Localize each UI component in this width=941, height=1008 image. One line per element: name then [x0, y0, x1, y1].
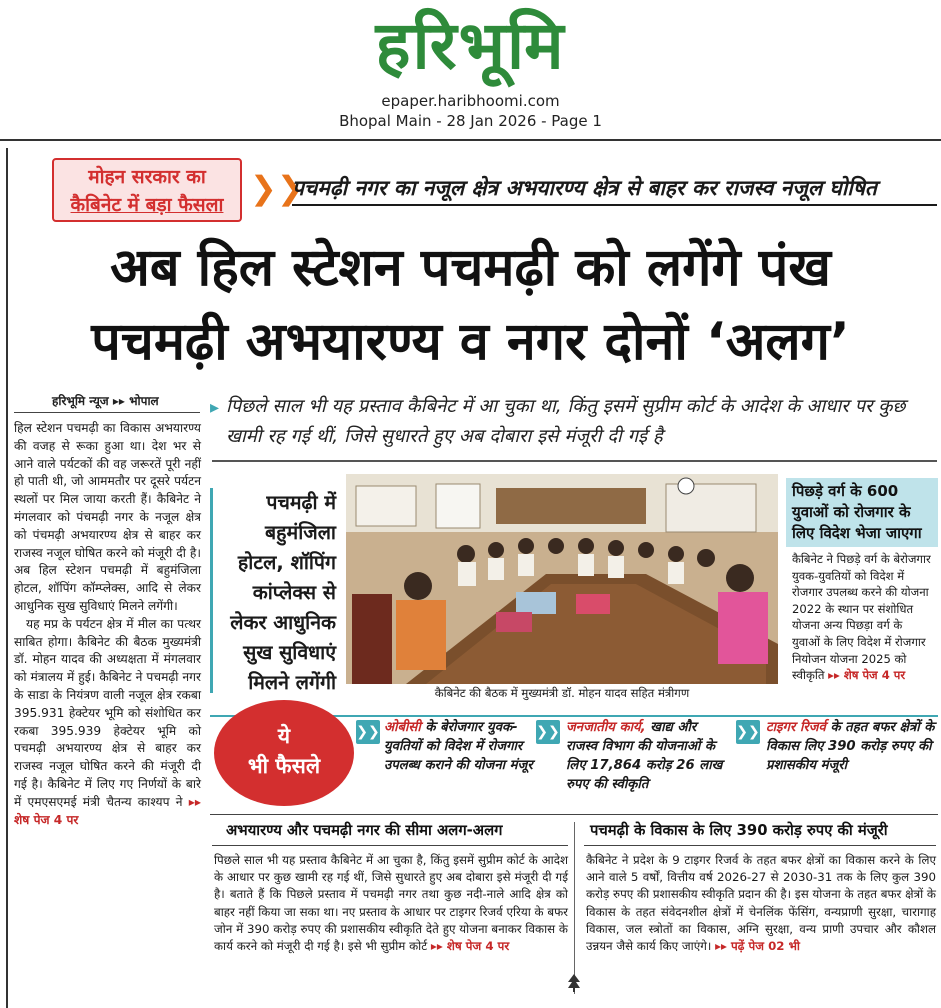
masthead [0, 0, 941, 140]
column-divider [574, 822, 575, 994]
sidebar-body-text: कैबिनेट ने पिछड़े वर्ग के बेरोजगार युवक-युवतियों को विदेश में रोजगार उपलब्ध करने की योजना 2022 के स्थान पर संशोधित योजना अन्य पिछड़ा वर्ग के युवाओं के लिए विदेश में रोजगार नियोजन योजना 2025 को स्वीकृति [792, 552, 931, 683]
left-paragraph-2-text: यह मप्र के पर्यटन क्षेत्र में मील का पत्थर साबित होगा। कैबिनेट की बैठक मुख्यमंत्री डॉ. मोहन यादव की अध्यक्षता में मंगलवार को मंत्रालय में हुई। कैबिनेट ने पचमढ़ी नगर के साडा के नियंत्रण वाली नजूल क्षेत्र रकबा 395.931 हेक्टेयर भूमि को संशोधित कर रकबा 395.939 हेक्टेयर भूमि को पचमढ़ी अभयारण्य क्षेत्र से बाहर कर राजस्व नजूल घोषित करने की मंजूरी दी गई है। कैबिनेट में लिए गए निर्णयों के बारे में एमएसएमई मंत्री चैतन्य काश्यप ने [14, 616, 201, 809]
kicker-badge [52, 158, 242, 222]
sidebar-box [786, 478, 938, 684]
decisions-badge [214, 700, 354, 806]
chevron-right-icon: ❯❯ [736, 720, 760, 744]
story-a-text: पिछले साल भी यह प्रस्ताव कैबिनेट में आ चुका है, किंतु इसमें सुप्रीम कोर्ट के आदेश के आधार पर कुछ खामी रह गई थीं, जिसे सुधारते हुए अब दोबारा इसे मंजूरी दी गई है। बताते हैं कि पिछले प्रस्ताव में पचमढ़ी नगर तथा कुछ नदी-नाले आदि क्षेत्र को बाहर नहीं किया जा सका था। नए प्रस्ताव के आधार पर टाइगर रिजर्व एरिया के बफर जोन में 390 करोड़ रुपए की प्रशासकीय स्वीकृति देते हुए योजना बनाकर विकास के कार्य करने को मंजूरी दी गई है। इसे भी सुप्रीम कोर्ट [214, 853, 568, 954]
story-b-body [586, 852, 936, 955]
site-url[interactable]: epaper.haribhoomi.com [381, 92, 560, 110]
story-a-continued-link[interactable]: ▸▸ शेष पेज 4 पर [430, 939, 510, 954]
story-b-title-rule [584, 845, 936, 846]
chevron-right-icon: ❯❯ [536, 720, 560, 744]
masthead-divider [0, 139, 941, 141]
deck-arrow-icon: ▸ [210, 397, 220, 418]
continued-link[interactable]: ▸▸ शेष पेज 4 पर [14, 794, 201, 827]
lower-divider [210, 814, 938, 815]
story-b-text: कैबिनेट ने प्रदेश के 9 टाइगर रिजर्व के तहत बफर क्षेत्रों का विकास करने के लिए आने वाले 5 वर्षों, वित्तीय वर्ष 2026-27 से 2030-31 तक के लिए कुल 390 करोड़ रुपए की प्रशासकीय स्वीकृति प्रदान की है। इस योजना के तहत बफर क्षेत्रों के विकास के तहत संवेदनशील क्षेत्रों में चेनलिंक फेंसिंग, वन्यप्राणी सुरक्षा, चारागाह विकास, जल स्त्रोतों का विकास, अग्नि सुरक्षा, वन्य प्राणी उपचार और कौशल उन्नयन जैसे कार्य किए जाएंगे। [586, 853, 936, 954]
byline: हरिभूमि न्यूज ▸▸ भोपाल [52, 394, 159, 408]
sidebar-body [786, 547, 938, 684]
decision-item [766, 718, 936, 808]
kicker-line-1: मोहन सरकार का [88, 166, 206, 188]
story-b-title: पचमढ़ी के विकास के लिए 390 करोड़ रुपए की मंजूरी [590, 822, 888, 839]
left-column-story [14, 420, 201, 829]
decisions-badge-line-1: ये [277, 724, 291, 748]
tree-icon [568, 974, 580, 992]
headline-line-2: पचमढ़ी अभयारण्य व नगर दोनों ‘अलग’ [91, 312, 850, 372]
newspaper-logo: हरिभूमि [375, 7, 566, 84]
double-chevron-icon: ❯❯ [250, 169, 304, 207]
story-a-body [214, 852, 568, 955]
deck-text: पिछले साल भी यह प्रस्ताव कैबिनेट में आ चुका था, किंतु इसमें सुप्रीम कोर्ट के आदेश के आधार पर कुछ खामी रह गई थीं, जिसे सुधारते हुए अब दोबारा इसे मंजूरी दी गई है [226, 396, 906, 447]
decision-item [384, 718, 554, 808]
left-paragraph-1: हिल स्टेशन पचमढ़ी का विकास अभयारण्य की वजह से रूका हुआ था। देश भर से आने वाले पर्यटकों की वह जरूरतें पूरी नहीं हो पाती थी, जो आममतौर पर दूसरे पर्यटन स्थलों पर मिल जाया करती हैं। कैबिनेट ने मंगलवार को पंचमढ़ी नगर के नजूल क्षेत्र को पंचमढ़ी अभयारण्य क्षेत्र से बाहर कर राजस्व नजूल घोषित करने को मंजूरी दी है। अब हिल स्टेशन पचमढ़ी में बहुमंजिला होटल, शॉपिंग कॉम्प्लेक्स, आदि से लेकर आधुनिक सुख सुविधाएं मिलने लगेंगी। [14, 421, 201, 613]
decision-text: के बेरोजगार युवक-युवतियों को विदेश में रोजगार उपलब्ध कराने की योजना मंजूर [384, 720, 533, 773]
edition-label: Bhopal Main - 28 Jan 2026 - Page 1 [339, 112, 602, 130]
chevron-right-icon: ❯❯ [356, 720, 380, 744]
cabinet-meeting-photo[interactable] [346, 474, 778, 684]
story-b-continued-link[interactable]: ▸▸ पढ़ें पेज 02 भी [715, 939, 800, 954]
photo-caption: कैबिनेट की बैठक में मुख्यमंत्री डॉ. मोहन यादव सहित मंत्रीगण [434, 686, 690, 700]
deck-divider [212, 460, 937, 462]
sidebar-continued-link[interactable]: ▸▸ शेष पेज 4 पर [828, 668, 906, 683]
headline-line-1: अब हिल स्टेशन पचमढ़ी को लगेंगे पंख [110, 238, 831, 298]
sidebar-heading: पिछड़े वर्ग के 600 युवाओं को रोजगार के लिए विदेश भेजा जाएगा [786, 478, 938, 547]
decision-text: के तहत बफर क्षेत्रों के विकास लिए 390 करोड़ रुपए की प्रशासकीय मंजूरी [766, 720, 935, 773]
pull-quote: पचमढ़ी में बहुमंजिला होटल, शॉपिंग कांप्लेक्स से लेकर आधुनिक सुख सुविधाएं मिलने लगेंगी [210, 488, 340, 693]
decision-text: खाद्य और राजस्व विभाग की योजनाओं के लिए 17,864 करोड़ 26 लाख रुपए की स्वीकृति [566, 720, 723, 792]
story-a-title-rule [212, 845, 568, 846]
photo-illustration [346, 474, 778, 684]
decision-lead: टाइगर रिजर्व [766, 720, 826, 735]
left-paragraph-2 [14, 616, 201, 830]
kicker-line-2: कैबिनेट में बड़ा फैसला [70, 194, 224, 216]
decisions-badge-line-2: भी फैसले [247, 754, 321, 778]
byline-divider [14, 412, 200, 413]
decision-lead: ओबीसी [384, 720, 421, 735]
story-a-title: अभयारण्य और पचमढ़ी नगर की सीमा अलग-अलग [226, 822, 503, 839]
subhead: पचमढ़ी नगर का नजूल क्षेत्र अभयारण्य क्षेत्र से बाहर कर राजस्व नजूल घोषित [292, 172, 937, 206]
decision-lead: जनजातीय कार्य, [566, 720, 646, 735]
decision-item [566, 718, 730, 808]
